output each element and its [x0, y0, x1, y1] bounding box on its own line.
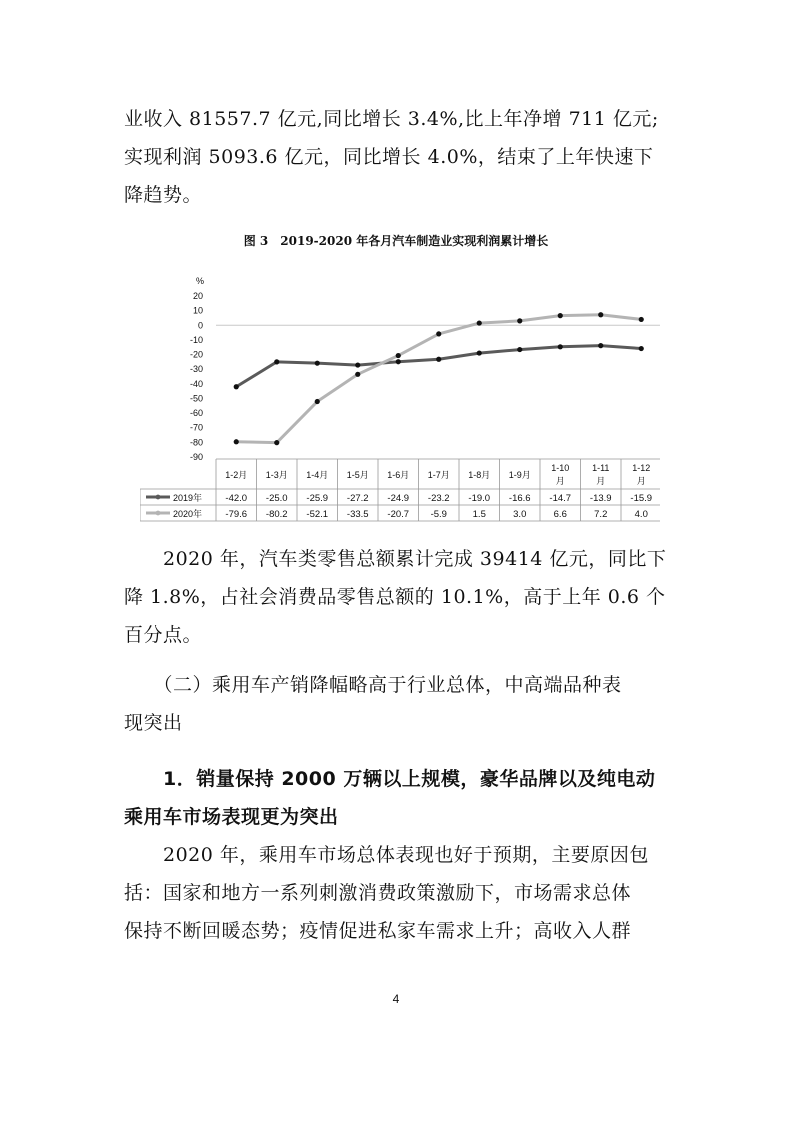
y-tick-label: 10: [192, 305, 203, 316]
x-category-label: 1-8月: [468, 470, 491, 480]
data-label-2019年: -19.0: [468, 493, 491, 504]
data-label-2020年: 1.5: [472, 509, 486, 520]
subsection-heading-sales-scale: [124, 760, 669, 836]
paragraph-market-performance: [124, 836, 669, 950]
data-point-2020年: [598, 312, 603, 317]
y-tick-label: -20: [189, 349, 203, 360]
data-point-2019年: [639, 346, 644, 351]
data-label-2020年: 7.2: [594, 509, 608, 520]
data-label-2019年: -15.9: [630, 493, 653, 504]
data-point-2019年: [396, 359, 401, 364]
x-category-label-suffix: 月: [596, 476, 606, 486]
data-point-2019年: [558, 344, 563, 349]
data-label-2019年: -24.9: [387, 493, 410, 504]
y-tick-label: 0: [197, 320, 203, 331]
x-category-label: 1-2月: [225, 470, 248, 480]
data-point-2020年: [517, 318, 522, 323]
data-point-2019年: [477, 350, 482, 355]
x-category-label: 1-11: [592, 463, 610, 473]
paragraph-retail-sales: [124, 540, 669, 654]
x-category-label: 1-10: [551, 463, 570, 473]
data-label-2019年: -14.7: [549, 493, 572, 504]
text-line: （二）乘用车产销降幅略高于行业总体，中高端品种表: [124, 674, 622, 696]
x-category-label: 1-12: [632, 463, 651, 473]
data-label-2019年: -25.0: [265, 493, 288, 504]
legend-key-marker: [156, 511, 161, 516]
y-tick-label: -80: [189, 437, 203, 448]
text-line: 2020 年，汽车类零售总额累计完成 39414 亿元，同比下: [124, 548, 667, 570]
text-line: 降趋势。: [124, 184, 203, 206]
text-line: 现突出: [124, 712, 183, 734]
data-point-2019年: [315, 361, 320, 366]
data-label-2019年: -13.9: [589, 493, 612, 504]
text-line: 业收入 81557.7 亿元,同比增长 3.4%,比上年净增 711 亿元;: [124, 108, 659, 130]
y-tick-label: -50: [189, 393, 203, 404]
text-line: 1．销量保持 2000 万辆以上规模，豪华品牌以及纯电动: [124, 768, 656, 790]
data-point-2020年: [558, 313, 563, 318]
data-label-2019年: -42.0: [225, 493, 248, 504]
data-point-2019年: [598, 343, 603, 348]
text-line: 2020 年，乘用车市场总体表现也好于预期，主要原因包: [124, 844, 649, 866]
data-point-2020年: [315, 399, 320, 404]
data-label-2020年: -52.1: [306, 509, 329, 520]
data-label-2020年: -79.6: [225, 509, 248, 520]
text-line: 括：国家和地方一系列刺激消费政策激励下，市场需求总体: [124, 882, 632, 904]
data-point-2019年: [274, 359, 279, 364]
y-tick-label: -60: [189, 408, 203, 419]
text-line: 保持不断回暖态势；疫情促进私家车需求上升；高收入人群: [124, 920, 632, 942]
y-tick-label: 20: [192, 291, 203, 301]
data-label-2019年: -23.2: [427, 493, 450, 504]
y-axis-unit-label: %: [195, 276, 205, 286]
x-category-label-suffix: 月: [636, 476, 646, 486]
y-tick-label: -90: [189, 452, 203, 462]
y-tick-label: -30: [189, 364, 203, 375]
data-label-2020年: -33.5: [346, 509, 369, 520]
data-point-2020年: [234, 439, 239, 444]
y-tick-label: -70: [189, 422, 203, 433]
text-line: 实现利润 5093.6 亿元，同比增长 4.0%，结束了上年快速下: [124, 146, 654, 168]
data-point-2019年: [436, 357, 441, 362]
data-point-2020年: [436, 331, 441, 336]
x-category-label-suffix: 月: [555, 476, 565, 486]
data-label-2020年: -5.9: [430, 509, 447, 520]
data-point-2019年: [517, 347, 522, 352]
data-label-2019年: -16.6: [508, 493, 531, 504]
text-line: 百分点。: [124, 624, 203, 646]
data-point-2020年: [396, 353, 401, 358]
y-tick-label: -10: [189, 334, 203, 345]
profit-growth-chart: [140, 262, 660, 524]
data-label-2019年: -27.2: [346, 493, 369, 504]
x-category-label: 1-7月: [427, 470, 450, 480]
legend-key-marker: [156, 495, 161, 500]
data-point-2020年: [355, 372, 360, 377]
x-category-label: 1-5月: [346, 470, 369, 480]
x-category-label: 1-9月: [508, 470, 531, 480]
x-category-label: 1-4月: [306, 470, 329, 480]
data-label-2020年: -80.2: [265, 509, 288, 520]
data-point-2019年: [234, 384, 239, 389]
data-point-2020年: [477, 320, 482, 325]
data-point-2019年: [355, 362, 360, 367]
y-tick-label: -40: [189, 378, 203, 389]
data-label-2020年: 4.0: [634, 509, 648, 520]
data-label-2020年: 3.0: [513, 509, 527, 520]
paragraph-revenue-profit: [124, 100, 669, 214]
text-line: 乘用车市场表现更为突出: [124, 806, 339, 828]
text-line: 降 1.8%，占社会消费品零售总额的 10.1%，高于上年 0.6 个: [124, 586, 666, 608]
x-category-label: 1-6月: [387, 470, 410, 480]
legend-label: 2019年: [173, 493, 203, 503]
section-heading-passenger-cars: [124, 666, 669, 742]
series-line-2019年: [236, 346, 641, 387]
data-label-2020年: -20.7: [387, 509, 410, 520]
data-point-2020年: [639, 317, 644, 322]
legend-label: 2020年: [173, 509, 203, 519]
data-point-2020年: [274, 440, 279, 445]
x-category-label: 1-3月: [265, 470, 288, 480]
data-label-2020年: 6.6: [553, 509, 567, 520]
data-label-2019年: -25.9: [306, 493, 329, 504]
page-number: 4: [392, 992, 400, 1006]
chart-title: 图 3 2019-2020 年各月汽车制造业实现利润累计增长: [243, 234, 549, 248]
